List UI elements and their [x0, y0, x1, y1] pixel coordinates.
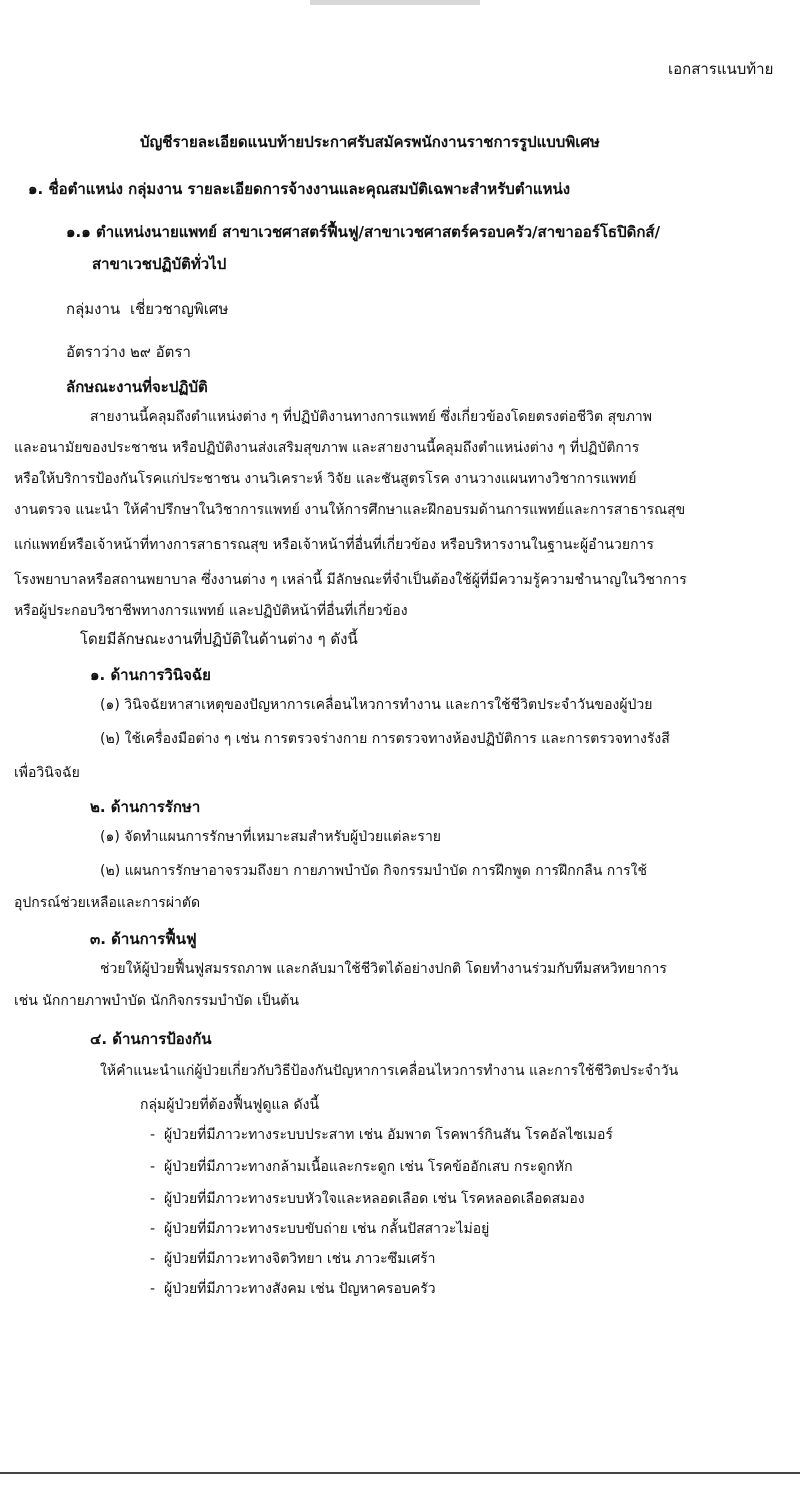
paragraph-line: หรือผู้ประกอบวิชาชีพทางการแพทย์ และปฏิบัติหน้าที่อื่นที่เกี่ยวข้อง [14, 603, 408, 619]
paragraph-line: สายงานนี้คลุมถึงตำแหน่งต่าง ๆ ที่ปฏิบัติงานทางการแพทย์ ซึ่งเกี่ยวข้องโดยตรงต่อชีวิต สุขภาพ [90, 409, 653, 425]
diagnosis-item-1: (๑) วินิจฉัยหาสาเหตุของปัญหาการเคลื่อนไหวการทำงาน และการใช้ชีวิตประจำวันของผู้ป่วย [100, 697, 653, 713]
list-item: - ผู้ป่วยที่มีภาวะทางระบบหัวใจและหลอดเลือด เช่น โรคหลอดเลือดสมอง [150, 1191, 585, 1207]
paragraph-line: แก่แพทย์หรือเจ้าหน้าที่ทางการสาธารณสุข หรือเจ้าหน้าที่อื่นที่เกี่ยวข้อง หรือบริหารงานในฐานะผู้อำนวยการ [14, 537, 654, 553]
prevention-heading: ๔. ด้านการป้องกัน [90, 1030, 212, 1048]
group-value: เชี่ยวชาญพิเศษ [130, 300, 229, 318]
bullet-dash: - [150, 1127, 156, 1143]
bullet-dash: - [150, 1251, 156, 1267]
list-item: - ผู้ป่วยที่มีภาวะทางระบบประสาท เช่น อัมพาต โรคพาร์กินสัน โรคอัลไซเมอร์ [150, 1127, 613, 1143]
diagnosis-item-2-cont: เพื่อวินิจฉัย [14, 765, 80, 781]
position-title-line1: ๑.๑ ตำแหน่งนายแพทย์ สาขาเวชศาสตร์ฟื้นฟู/สาขาเวชศาสตร์ครอบครัว/สาขาออร์โธปิดิกส์/ [66, 223, 661, 241]
paragraph-line: และอนามัยของประชาชน หรือปฏิบัติงานส่งเสริมสุขภาพ และสายงานนี้คลุมถึงตำแหน่งต่าง ๆ ที่ปฏิบัติการ [14, 440, 640, 456]
paragraph-line: งานตรวจ แนะนำ ให้คำปรึกษาในวิชาการแพทย์ งานให้การศึกษาและฝึกอบรมด้านการแพทย์และการสาธารณสุข [14, 502, 686, 518]
diagnosis-heading: ๑. ด้านการวินิจฉัย [90, 666, 211, 684]
job-nature-heading: ลักษณะงานที่จะปฏิบัติ [66, 378, 208, 396]
prevention-line-2: กลุ่มผู้ป่วยที่ต้องฟื้นฟูดูแล ดังนี้ [140, 1097, 320, 1113]
diagnosis-item-2: (๒) ใช้เครื่องมือต่าง ๆ เช่น การตรวจร่างกาย การตรวจทางห้องปฏิบัติการ และการตรวจทางรังสี [100, 731, 670, 747]
section-1-heading: ๑. ชื่อตำแหน่ง กลุ่มงาน รายละเอียดการจ้างงานและคุณสมบัติเฉพาะสำหรับตำแหน่ง [28, 180, 571, 198]
bottom-divider [0, 1472, 800, 1474]
bullet-dash: - [150, 1281, 156, 1297]
bullet-dash: - [150, 1159, 156, 1175]
list-item: - ผู้ป่วยที่มีภาวะทางสังคม เช่น ปัญหาครอบครัว [150, 1281, 436, 1297]
treatment-item-2: (๒) แผนการรักษาอาจรวมถึงยา กายภาพบำบัด กิจกรรมบำบัด การฝึกพูด การฝึกกลืน การใช้ [100, 863, 648, 879]
vacancy-label: อัตราว่าง [66, 343, 126, 361]
paragraph-line: โรงพยาบาลหรือสถานพยาบาล ซึ่งงานต่าง ๆ เหล่านี้ มีลักษณะที่จำเป็นต้องใช้ผู้ที่มีความรู้ความชำนาญในวิชาการ [14, 572, 687, 588]
position-title-line2: สาขาเวชปฏิบัติทั่วไป [92, 255, 227, 273]
treatment-item-1: (๑) จัดทำแผนการรักษาที่เหมาะสมสำหรับผู้ป่วยแต่ละราย [100, 829, 442, 845]
rehab-heading: ๓. ด้านการฟื้นฟู [90, 930, 197, 948]
top-header-remnant [310, 0, 480, 5]
aspects-intro: โดยมีลักษณะงานที่ปฏิบัติในด้านต่าง ๆ ดังนี้ [80, 630, 358, 648]
rehab-line-1: ช่วยให้ผู้ป่วยฟื้นฟูสมรรถภาพ และกลับมาใช้ชีวิตได้อย่างปกติ โดยทำงานร่วมกับทีมสหวิทยาการ [100, 961, 667, 977]
treatment-heading: ๒. ด้านการรักษา [90, 798, 201, 816]
page-title: บัญชีรายละเอียดแนบท้ายประกาศรับสมัครพนักงานราชการรูปแบบพิเศษ [140, 133, 600, 151]
bullet-dash: - [150, 1191, 156, 1207]
vacancy-value: ๒๙ อัตรา [130, 343, 191, 361]
group-label: กลุ่มงาน [66, 300, 121, 318]
list-item: - ผู้ป่วยที่มีภาวะทางจิตวิทยา เช่น ภาวะซึมเศร้า [150, 1251, 436, 1267]
list-item: - ผู้ป่วยที่มีภาวะทางระบบขับถ่าย เช่น กลั้นปัสสาวะไม่อยู่ [150, 1221, 490, 1237]
rehab-line-2: เช่น นักกายภาพบำบัด นักกิจกรรมบำบัด เป็นต้น [14, 993, 299, 1009]
treatment-item-2-cont: อุปกรณ์ช่วยเหลือและการผ่าตัด [14, 895, 201, 911]
prevention-line-1: ให้คำแนะนำแก่ผู้ป่วยเกี่ยวกับวิธีป้องกันปัญหาการเคลื่อนไหวการทำงาน และการใช้ชีวิตประจำวัน [100, 1063, 679, 1079]
paragraph-line: หรือให้บริการป้องกันโรคแก่ประชาชน งานวิเคราะห์ วิจัย และชันสูตรโรค งานวางแผนทางวิชาการแพทย์ [14, 471, 637, 487]
header-reference: เอกสารแนบท้าย [668, 60, 774, 78]
bullet-dash: - [150, 1221, 156, 1237]
list-item: - ผู้ป่วยที่มีภาวะทางกล้ามเนื้อและกระดูก เช่น โรคข้ออักเสบ กระดูกหัก [150, 1159, 573, 1175]
